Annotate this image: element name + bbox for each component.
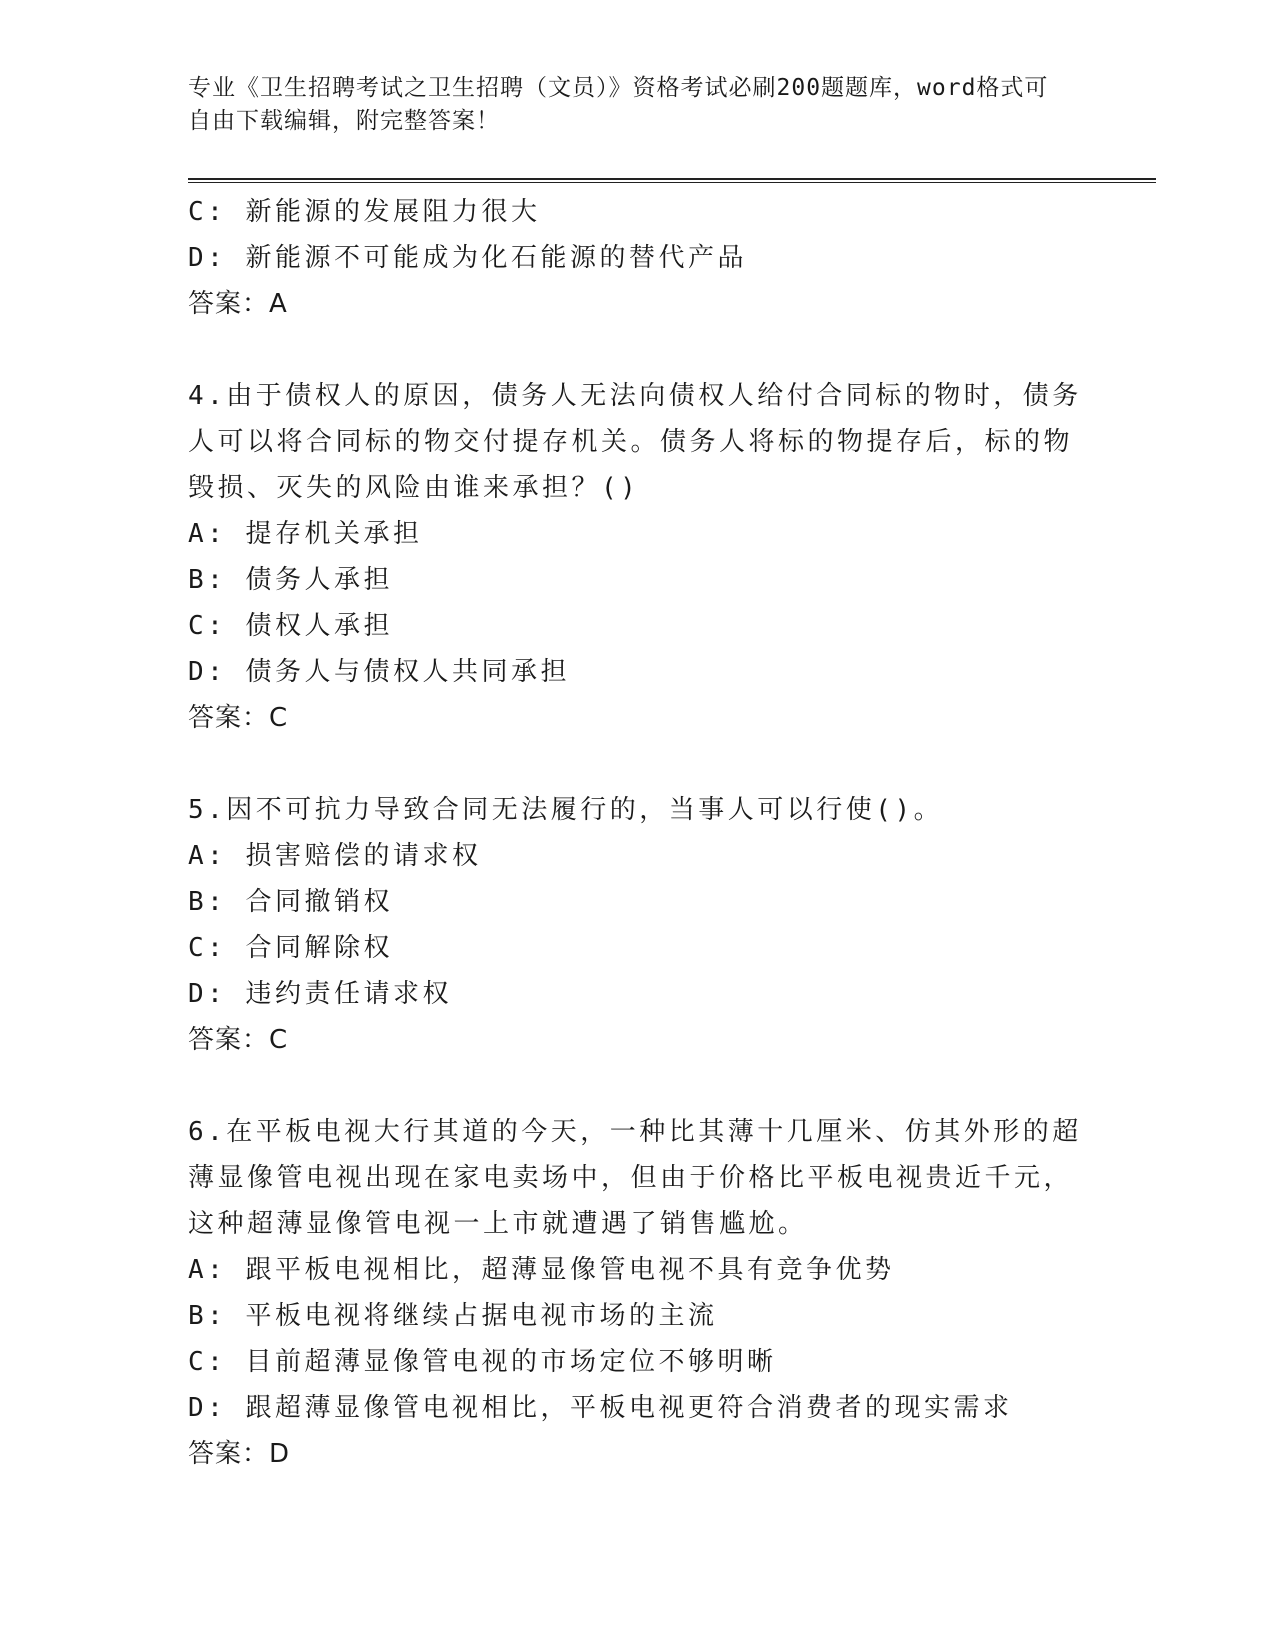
option-a: A: 跟平板电视相比，超薄显像管电视不具有竞争优势 (188, 1255, 895, 1285)
answer-line: 答案：C (188, 1025, 289, 1055)
question-stem (188, 1109, 1082, 1247)
option-c: C: 合同解除权 (188, 933, 393, 963)
answer-line: 答案：D (188, 1439, 291, 1469)
stem-line: 这种超薄显像管电视一上市就遭遇了销售尴尬。 (188, 1209, 808, 1239)
option-a: A: 提存机关承担 (188, 519, 423, 549)
question-3-continued (188, 189, 1068, 327)
answer-line: 答案：A (188, 289, 288, 319)
stem-line: 毁损、灭失的风险由谁来承担？() (188, 473, 640, 503)
question-5 (188, 787, 1068, 1063)
question-stem (188, 787, 1068, 833)
document-title: 专业《卫生招聘考试之卫生招聘（文员）》资格考试必刷200题题库，word格式可自由下载编辑，附完整答案！ (188, 75, 1049, 134)
option-d: D: 债务人与债权人共同承担 (188, 657, 570, 687)
stem-line: 薄显像管电视出现在家电卖场中，但由于价格比平板电视贵近千元， (188, 1163, 1074, 1193)
option-a: A: 损害赔偿的请求权 (188, 841, 482, 871)
stem-line: 4.由于债权人的原因，债务人无法向债权人给付合同标的物时，债务 (188, 381, 1082, 411)
question-stem (188, 373, 1082, 511)
stem-line: 人可以将合同标的物交付提存机关。债务人将标的物提存后，标的物 (188, 427, 1074, 457)
question-6 (188, 1109, 1082, 1477)
header-divider (188, 178, 1156, 183)
stem-line: 5.因不可抗力导致合同无法履行的，当事人可以行使()。 (188, 795, 944, 825)
answer-line: 答案：C (188, 703, 289, 733)
option-d: D: 新能源不可能成为化石能源的替代产品 (188, 243, 747, 273)
option-b: B: 合同撤销权 (188, 887, 393, 917)
option-c: C: 债权人承担 (188, 611, 393, 641)
document-header (188, 72, 1068, 138)
question-4 (188, 373, 1082, 741)
option-d: D: 违约责任请求权 (188, 979, 452, 1009)
option-b: B: 平板电视将继续占据电视市场的主流 (188, 1301, 718, 1331)
document-body (188, 189, 1082, 1477)
option-b: B: 债务人承担 (188, 565, 393, 595)
option-c: C: 目前超薄显像管电视的市场定位不够明晰 (188, 1347, 777, 1377)
stem-line: 6.在平板电视大行其道的今天，一种比其薄十几厘米、仿其外形的超 (188, 1117, 1082, 1147)
option-c: C: 新能源的发展阻力很大 (188, 197, 541, 227)
option-d: D: 跟超薄显像管电视相比，平板电视更符合消费者的现实需求 (188, 1393, 1013, 1423)
